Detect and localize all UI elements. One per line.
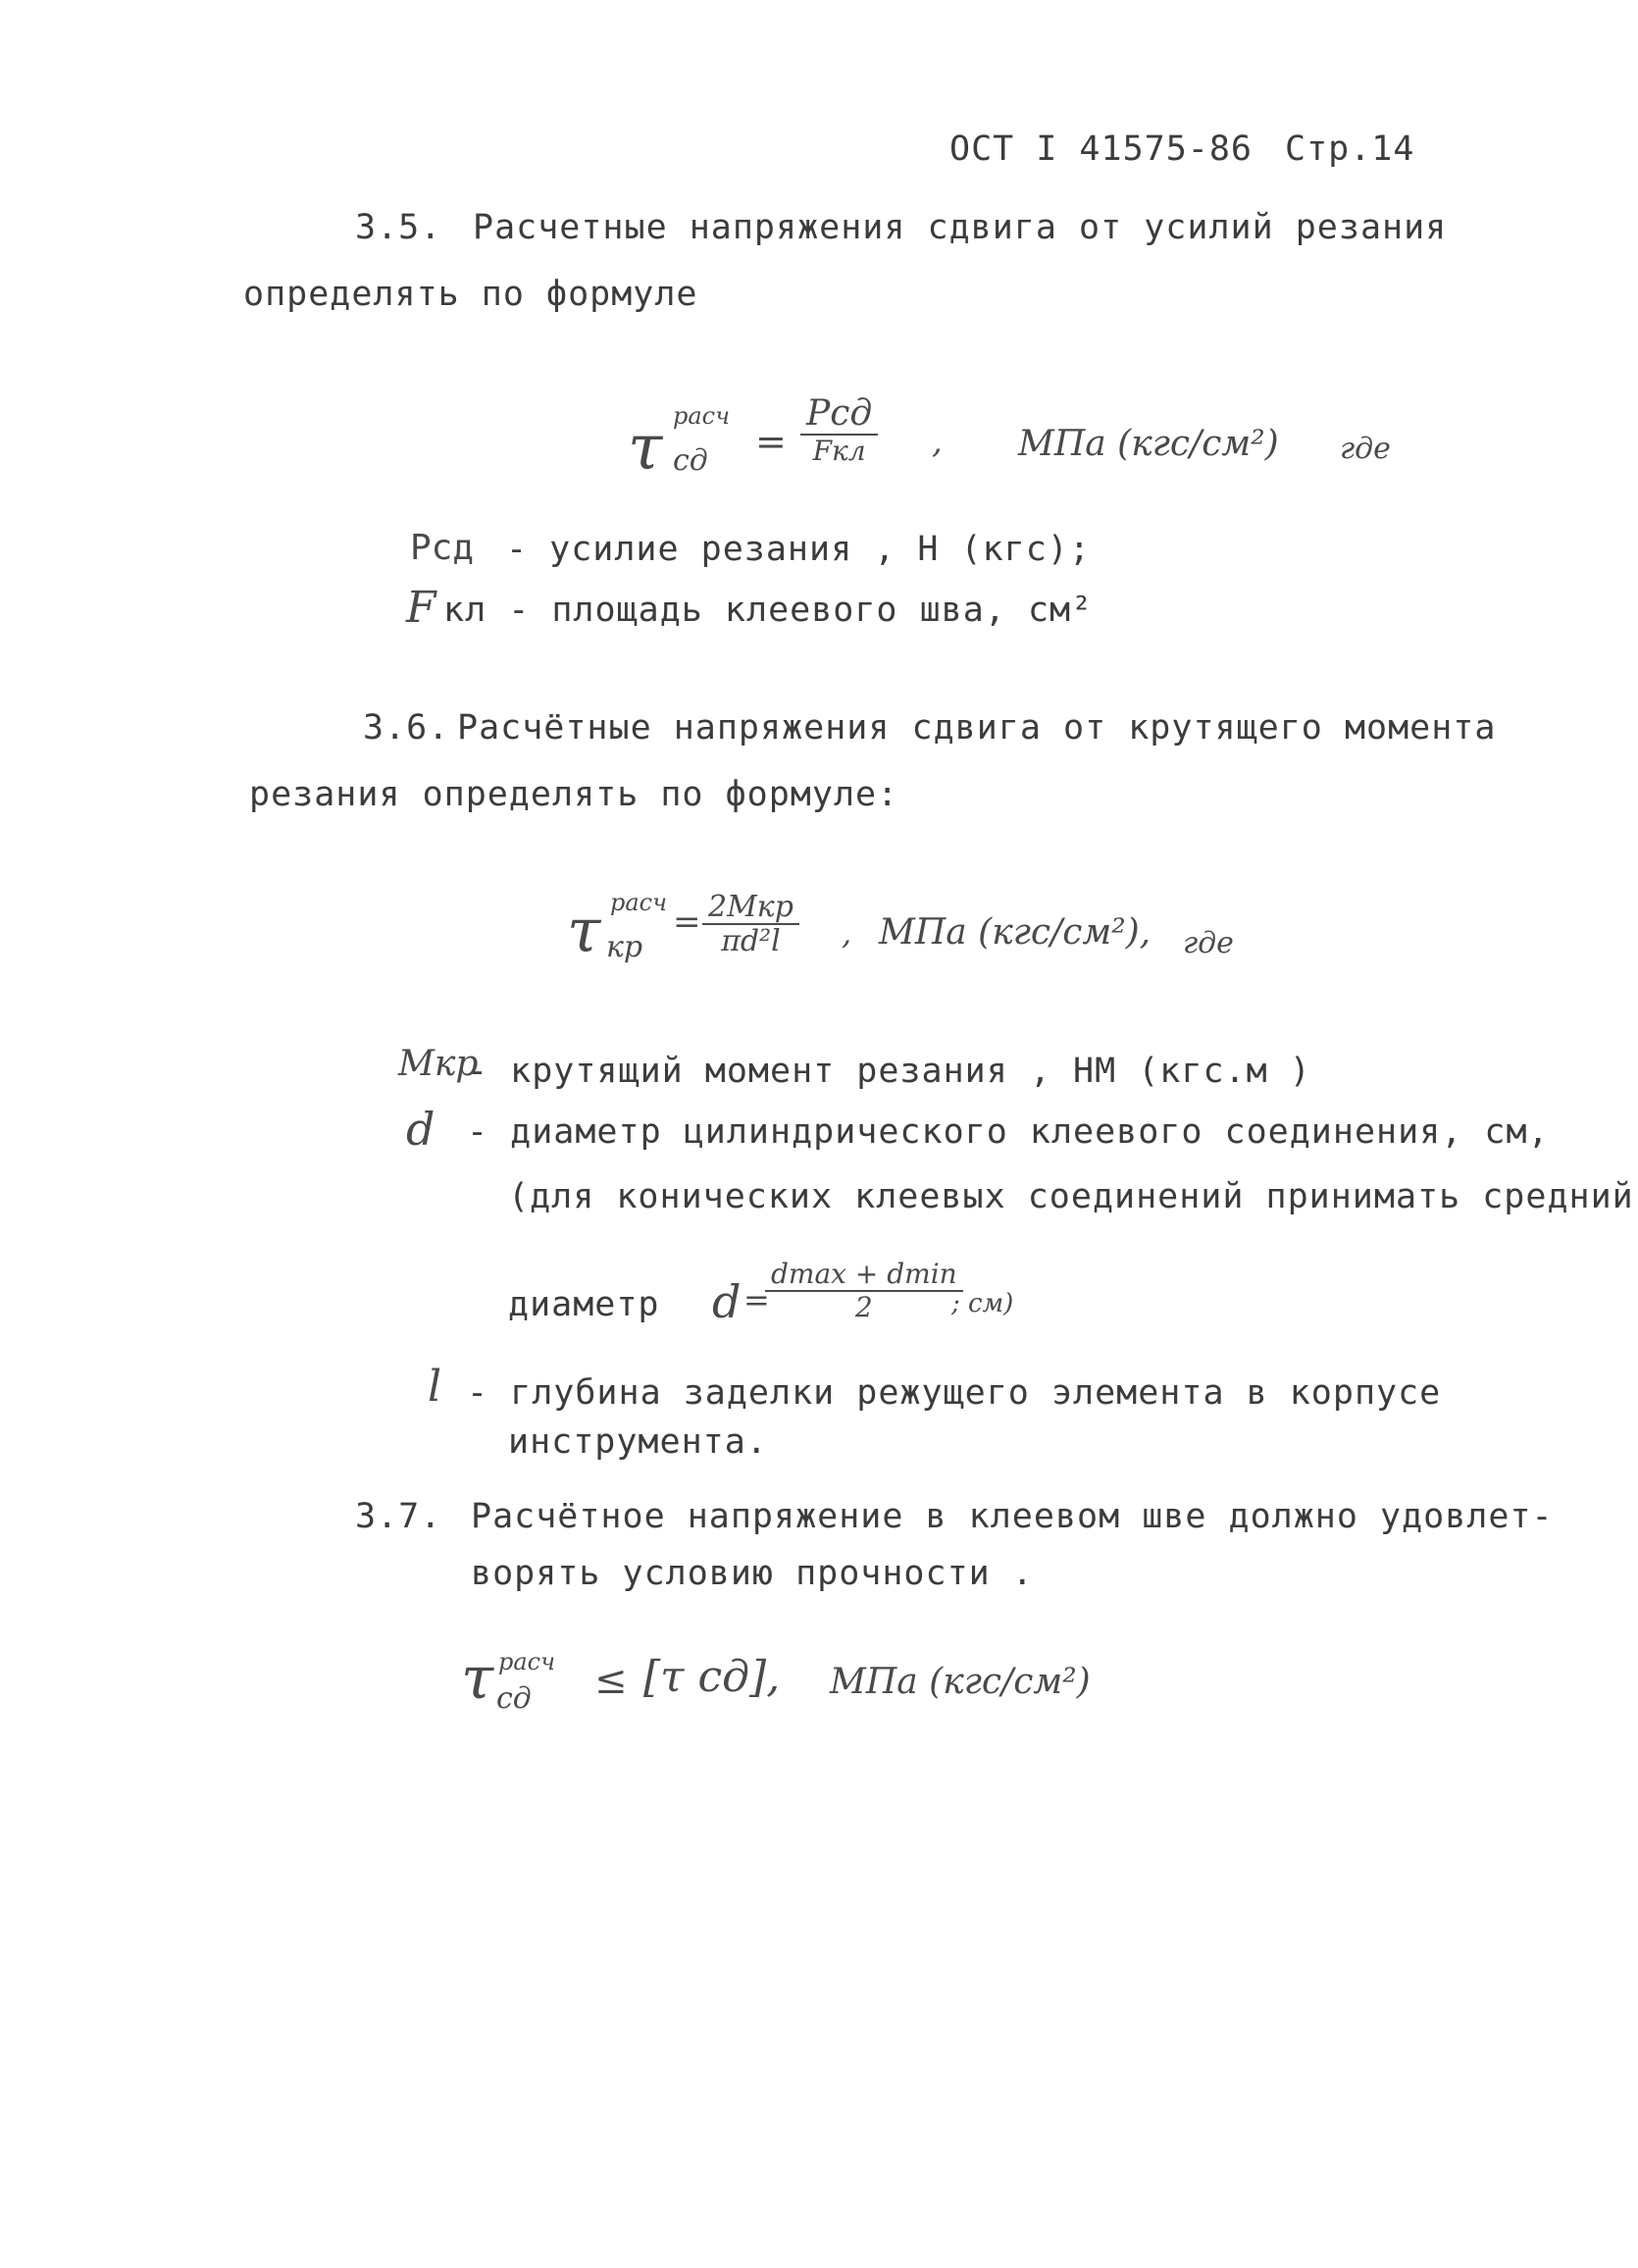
comma: , <box>842 914 852 952</box>
section-3-6-line1: Расчётные напряжения сдвига от крутящего момента <box>457 708 1497 747</box>
equals-sign: = <box>673 902 701 942</box>
d-symbol: d <box>712 1275 742 1328</box>
section-3-6-number: 3.6. <box>363 708 450 747</box>
variable-mkr-description: - крутящий момент резания , НМ (кгс.м ) <box>467 1052 1311 1091</box>
formula-subscript: сд <box>673 443 708 478</box>
variable-psd-symbol: Pсд <box>410 528 475 568</box>
numerator: dmax + dmin <box>765 1260 963 1292</box>
equals-sign: = <box>755 420 787 463</box>
section-3-7-line1: Расчётное напряжение в клеевом шве должно удовлет- <box>471 1497 1554 1536</box>
variable-d-symbol: d <box>406 1103 435 1156</box>
variable-mkr-symbol: Mкр <box>398 1044 479 1084</box>
fraction <box>765 1260 963 1323</box>
formula-tail: ; см) <box>951 1289 1014 1318</box>
units: МПа (кгс/см²) <box>1018 424 1279 464</box>
section-3-6-line2: резания определять по формуле: <box>249 775 899 814</box>
formula-subscript: сд <box>496 1681 532 1716</box>
comma: , <box>932 422 943 461</box>
units: МПа (кгс/см²) <box>830 1662 1091 1702</box>
section-3-7-number: 3.7. <box>355 1497 442 1536</box>
variable-psd-description: - усилие резания , Н (кгс); <box>506 530 1091 569</box>
numerator: Pсд <box>800 394 878 436</box>
section-3-7-line2: ворять условию прочности . <box>471 1554 1034 1593</box>
numerator: 2Mкр <box>702 891 799 925</box>
denominator: Fкл <box>812 434 866 467</box>
document-code: ОСТ I 41575-86 <box>949 129 1254 169</box>
tau-symbol: τ <box>567 895 601 966</box>
formula-subscript: кр <box>606 930 643 964</box>
denominator: πd²l <box>721 924 781 958</box>
where-word: где <box>1183 926 1234 960</box>
fraction <box>800 394 878 467</box>
less-or-equal-sign: ≤ <box>594 1658 628 1703</box>
tau-symbol: τ <box>461 1644 494 1713</box>
variable-l-description-line1: - глубина заделки режущего элемента в корпусе <box>467 1373 1442 1413</box>
tau-symbol: τ <box>628 412 663 485</box>
formula-superscript: расч <box>610 889 668 916</box>
denominator: 2 <box>854 1290 873 1323</box>
formula-superscript: расч <box>498 1648 556 1675</box>
section-3-5-line2: определять по формуле <box>243 275 698 314</box>
units: МПа (кгс/см²), <box>879 912 1152 953</box>
variable-d-description: - диаметр цилиндрического клеевого соединения, см, <box>467 1112 1550 1152</box>
variable-f-symbol: F <box>406 583 436 633</box>
equals-sign: = <box>743 1281 770 1318</box>
section-3-5-line1: Расчетные напряжения сдвига от усилий резания <box>473 208 1448 247</box>
variable-l-description-line2: инструмента. <box>508 1422 768 1462</box>
fraction <box>702 891 799 959</box>
page-number: Стр.14 <box>1285 129 1415 169</box>
formula-superscript: расч <box>673 402 731 430</box>
allowable-stress: [τ сд], <box>643 1652 781 1702</box>
diameter-label: диаметр <box>508 1285 660 1324</box>
variable-l-symbol: l <box>428 1362 442 1412</box>
variable-fkl-description: кл - площадь клеевого шва, см² <box>443 591 1094 630</box>
where-word: где <box>1340 432 1391 466</box>
section-3-5-number: 3.5. <box>355 208 442 247</box>
conical-note: (для конических клеевых соединений принимать средний <box>508 1177 1634 1216</box>
